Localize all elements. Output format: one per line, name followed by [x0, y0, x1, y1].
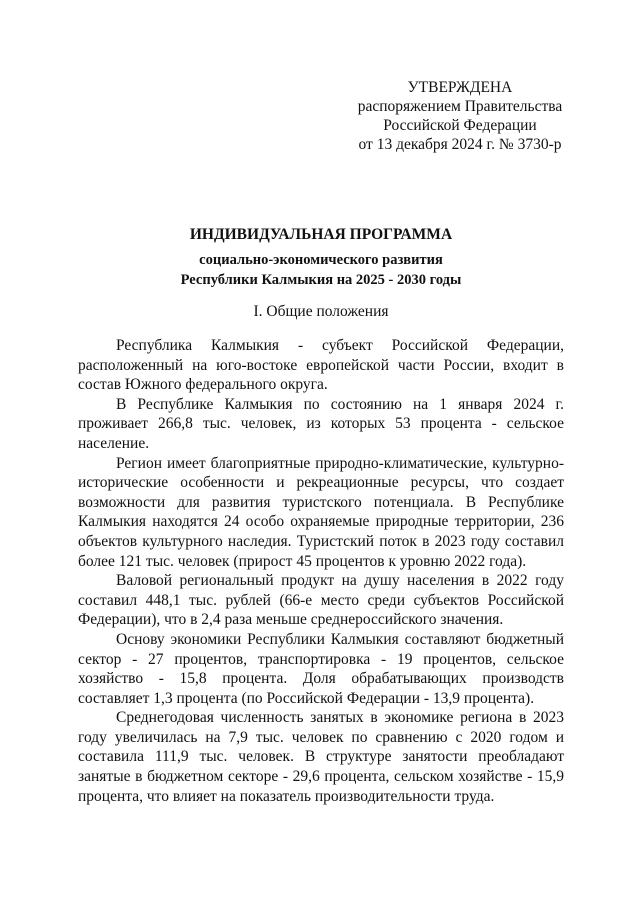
section-title: I. Общие положения [253, 303, 389, 320]
document-subtitle-line-2: Республики Калмыкия на 2025 - 2030 годы [180, 271, 462, 288]
approval-line-order: распоряжением Правительства [357, 98, 563, 115]
document-title: ИНДИВИДУАЛЬНАЯ ПРОГРАММА [189, 226, 453, 243]
approval-line-government: Российской Федерации [383, 117, 537, 134]
paragraph: В Республике Калмыкия по состоянию на 1 января 2024 г. проживает 266,8 тыс. человек, из которых 53 процента - сельское население. [78, 395, 564, 452]
paragraph: Валовой региональный продукт на душу населения в 2022 году составил 448,1 тыс. рублей (66-е место среди субъектов Российской Федерации), что в 2,4 раза меньше среднероссийского значения. [78, 572, 564, 629]
paragraph: Республика Калмыкия - субъект Российской Федерации, расположенный на юго-востоке европейской части России, входит в состав Южного федерального округа. [78, 337, 564, 394]
document-subtitle-line-1: социально-экономического развития [199, 252, 443, 268]
approval-line-date-number: от 13 декабря 2024 г. № 3730-р [358, 136, 562, 153]
approval-stamp-block [340, 78, 580, 154]
document-body [78, 336, 564, 806]
paragraph: Среднегодовая численность занятых в экономике региона в 2023 году увеличилась на 7,9 тыс. человек по сравнению с 2020 годом и составила 111,9 тыс. человек. В структуре занятости преобладают занятые в бюджетном секторе - 29,6 процента, сельском хозяйстве - 15,9 процента, что влияет на показатель производительности труда. [78, 709, 564, 805]
approval-title: УТВЕРЖДЕНА [407, 79, 513, 96]
paragraph: Основу экономики Республики Калмыкия составляют бюджетный сектор - 27 процентов, транспортировка - 19 процентов, сельское хозяйство - 15,8 процента. Доля обрабатывающих производств составляет 1,3 процента (по Российской Федерации - 13,9 процента). [78, 630, 564, 707]
document-subtitle [78, 251, 564, 290]
paragraph: Регион имеет благоприятные природно-климатические, культурно-исторические особенности и рекреационные ресурсы, что создает возможности для развития туристского потенциала. В Республике Калмыкия находятся 24 особо охраняемые природные территории, 236 объектов культурного наследия. Туристский поток в 2023 году составил более 121 тыс. человек (прирост 45 процентов к уровню 2022 года). [78, 454, 564, 570]
